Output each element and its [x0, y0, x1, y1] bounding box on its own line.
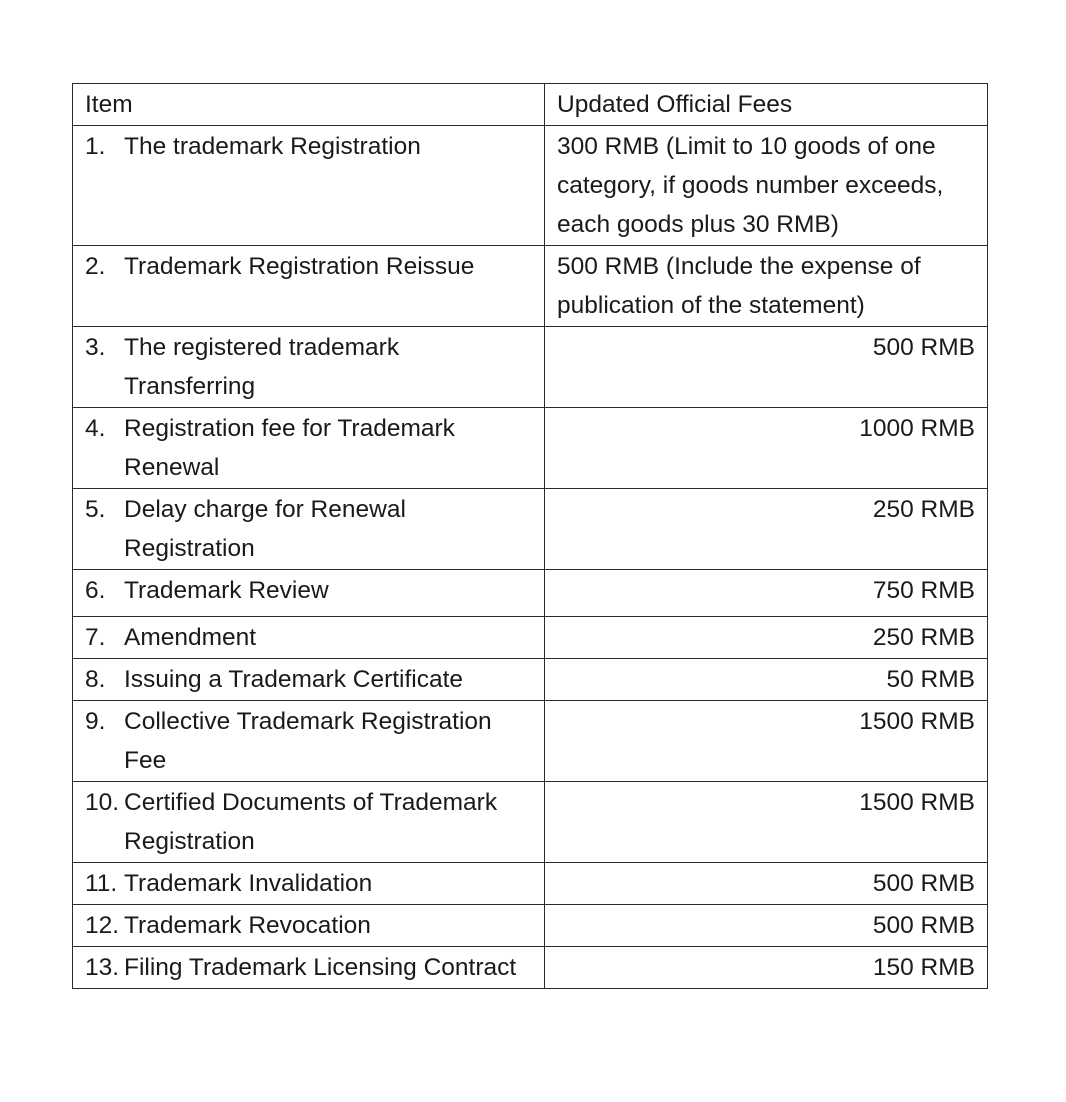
- item-number: 9.: [85, 708, 106, 735]
- item-number: 3.: [85, 334, 106, 361]
- table-row: [73, 782, 988, 863]
- item-name: Filing Trademark Licensing Contract: [124, 954, 517, 981]
- item-cell: [73, 947, 545, 989]
- item-number: 4.: [85, 415, 106, 442]
- fee-cell: 1500 RMB: [545, 782, 988, 863]
- table-row: [73, 659, 988, 701]
- item-name: Delay charge for Renewal Registration: [124, 496, 406, 562]
- item-cell: [73, 489, 545, 570]
- item-cell: [73, 659, 545, 701]
- table-row: [73, 863, 988, 905]
- item-cell: [73, 617, 545, 659]
- item-cell: [73, 701, 545, 782]
- fee-cell: 1000 RMB: [545, 408, 988, 489]
- table-row: [73, 947, 988, 989]
- item-number: 2.: [85, 253, 106, 280]
- table-row: [73, 617, 988, 659]
- header-item: Item: [73, 84, 545, 126]
- item-number: 1.: [85, 133, 106, 160]
- item-number: 13.: [85, 954, 120, 981]
- header-fees: Updated Official Fees: [545, 84, 988, 126]
- fee-cell: 250 RMB: [545, 617, 988, 659]
- item-name: Collective Trademark Registration Fee: [124, 708, 492, 774]
- fee-cell: 50 RMB: [545, 659, 988, 701]
- item-name: The registered trademark Transferring: [124, 334, 400, 400]
- fee-cell: 500 RMB (Include the expense of publication of the statement): [545, 246, 988, 327]
- item-name: Trademark Review: [124, 577, 329, 604]
- item-number: 11.: [85, 870, 118, 897]
- table-row: [73, 570, 988, 617]
- item-number: 6.: [85, 577, 106, 604]
- item-name: Trademark Invalidation: [124, 870, 373, 897]
- item-name: Issuing a Trademark Certificate: [124, 666, 464, 693]
- item-cell: [73, 327, 545, 408]
- item-name: Registration fee for Trademark Renewal: [124, 415, 455, 481]
- fee-cell: 500 RMB: [545, 863, 988, 905]
- item-name: Trademark Registration Reissue: [124, 253, 475, 280]
- fee-cell: 250 RMB: [545, 489, 988, 570]
- table-row: [73, 408, 988, 489]
- item-number: 10.: [85, 789, 120, 816]
- table-row: [73, 905, 988, 947]
- item-cell: [73, 246, 545, 327]
- item-number: 12.: [85, 912, 120, 939]
- item-cell: [73, 863, 545, 905]
- item-name: Trademark Revocation: [124, 912, 371, 939]
- item-name: Amendment: [124, 624, 257, 651]
- item-cell: [73, 408, 545, 489]
- fee-cell: 500 RMB: [545, 327, 988, 408]
- item-name: The trademark Registration: [124, 133, 421, 160]
- item-cell: [73, 570, 545, 617]
- item-cell: [73, 782, 545, 863]
- item-cell: [73, 126, 545, 246]
- table-row: [73, 246, 988, 327]
- item-cell: [73, 905, 545, 947]
- item-number: 8.: [85, 666, 106, 693]
- table-header-row: [73, 84, 988, 126]
- fee-cell: 150 RMB: [545, 947, 988, 989]
- table-row: [73, 489, 988, 570]
- official-fees-table: [72, 83, 988, 989]
- table-row: [73, 701, 988, 782]
- item-number: 7.: [85, 624, 106, 651]
- fee-cell: 1500 RMB: [545, 701, 988, 782]
- item-number: 5.: [85, 496, 106, 523]
- table-row: [73, 327, 988, 408]
- table-row: [73, 126, 988, 246]
- fee-cell: 750 RMB: [545, 570, 988, 617]
- fee-cell: 500 RMB: [545, 905, 988, 947]
- item-name: Certified Documents of Trademark Registration: [124, 789, 498, 855]
- fee-cell: 300 RMB (Limit to 10 goods of one category, if goods number exceeds, each goods plus 30 RMB): [545, 126, 988, 246]
